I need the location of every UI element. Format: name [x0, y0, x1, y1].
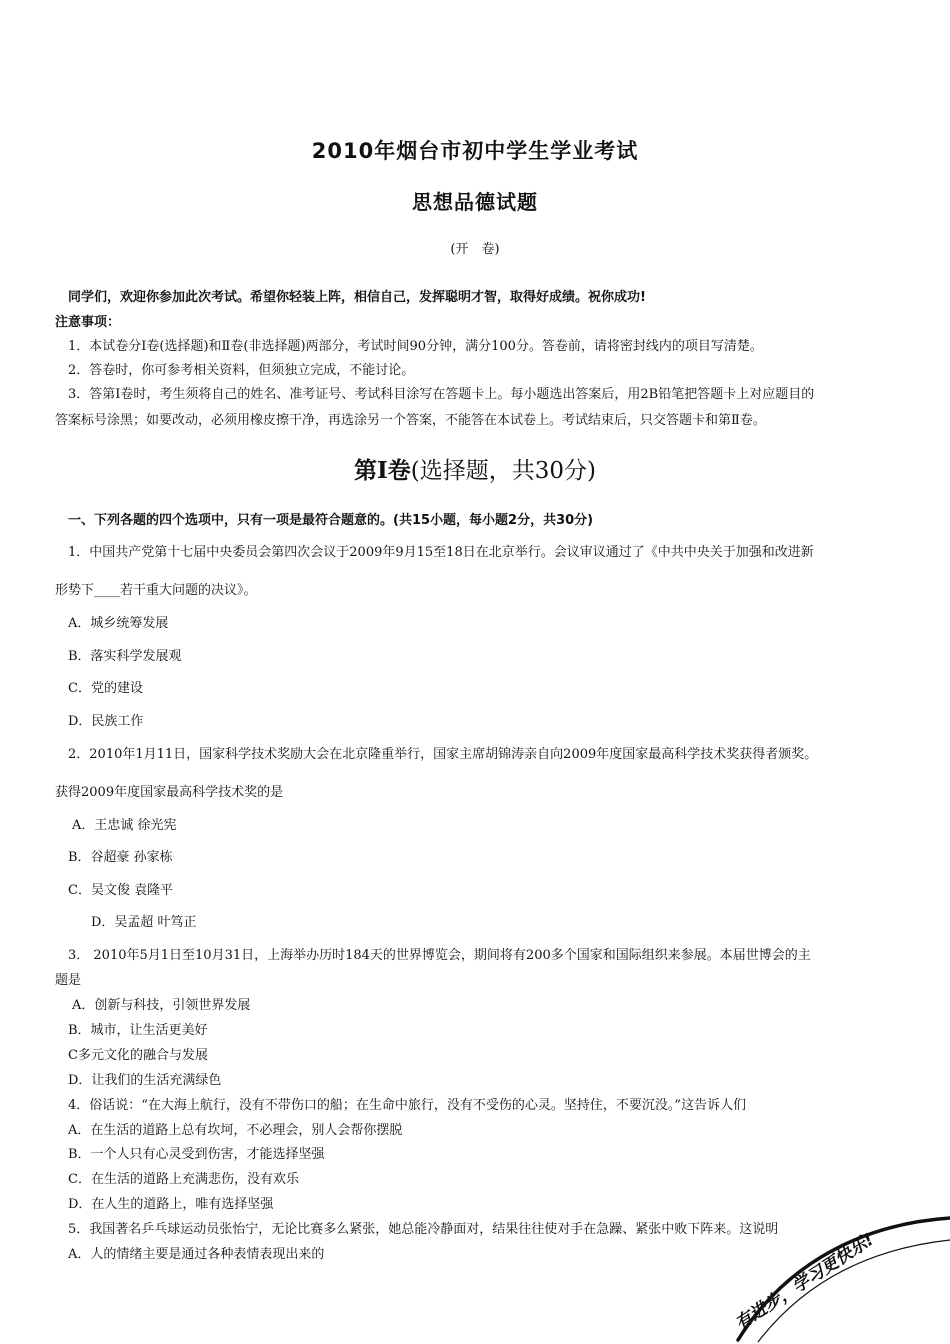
question-2: 2．2010年1月11日，国家科学技术奖励大会在北京隆重举行，国家主席胡锦涛亲自向2009年度国家最高科学技术奖获得者颁奖。 — [68, 747, 818, 762]
section-heading — [0, 452, 950, 485]
section-heading-rest: (选择题，共30分) — [410, 458, 596, 484]
greeting: 同学们，欢迎你参加此次考试。希望你轻装上阵，相信自己，发挥聪明才智，取得好成绩。祝你成功! — [68, 290, 646, 305]
slogan-curve — [738, 1218, 950, 1340]
part-one-instruction: 一、下列各题的四个选项中，只有一项是最符合题意的。(共15小题，每小题2分，共30分) — [68, 513, 594, 528]
question-2-option-b: B．谷超豪 孙家栋 — [68, 850, 173, 865]
question-5-option-a: A．人的情绪主要是通过各种表情表现出来的 — [68, 1247, 325, 1262]
section-heading-bold: 第Ⅰ卷 — [354, 457, 411, 484]
slogan-text: 有进步，学习更快乐! — [731, 1229, 878, 1335]
question-2-cont: 获得2009年度国家最高科学技术奖的是 — [55, 785, 284, 800]
question-1: 1．中国共产党第十七届中央委员会第四次会议于2009年9月15至18日在北京举行。会议审议通过了《中共中央关于加强和改进新 — [68, 545, 814, 560]
question-1-option-d: D．民族工作 — [68, 714, 144, 729]
question-5: 5．我国著名乒乓球运动员张怡宁，无论比赛多么紧张，她总能冷静面对，结果往往使对手在急躁、紧张中败下阵来。这说明 — [68, 1222, 779, 1237]
question-3-option-d: D．让我们的生活充满绿色 — [68, 1073, 222, 1088]
exam-title: 2010年烟台市初中学生学业考试 — [311, 139, 639, 163]
question-2-option-d: D．吴孟超 叶笃正 — [91, 915, 197, 930]
question-1-option-a: A．城乡统筹发展 — [68, 616, 169, 631]
notice-heading: 注意事项： — [55, 315, 121, 330]
question-3-option-a: A．创新与科技，引领世界发展 — [72, 998, 251, 1013]
question-1-cont: 形势下____若干重大问题的决议》。 — [55, 583, 257, 598]
question-1-option-c: C．党的建设 — [68, 681, 143, 696]
question-4-option-b: B．一个人只有心灵受到伤害，才能选择坚强 — [68, 1147, 325, 1162]
notice-item-3: 3．答第Ⅰ卷时，考生须将自己的姓名、准考证号、考试科目涂写在答题卡上。每小题选出答案后，用2B铅笔把答题卡上对应题目的 — [68, 387, 815, 402]
question-2-option-c: C．吴文俊 袁隆平 — [68, 883, 174, 898]
notice-item-2: 2．答卷时，你可参考相关资料，但须独立完成，不能讨论。 — [68, 363, 415, 378]
question-3-option-b: B．城市，让生活更美好 — [68, 1023, 208, 1038]
notice-item-3-cont: 答案标号涂黑；如要改动，必须用橡皮擦干净，再选涂另一个答案，不能答在本试卷上。考试结束后，只交答题卡和第Ⅱ卷。 — [55, 413, 766, 428]
question-4: 4．俗话说：“在大海上航行，没有不带伤口的船；在生命中旅行，没有不受伤的心灵。坚持住，不要沉没。”这告诉人们 — [68, 1098, 747, 1113]
slogan-decoration — [718, 1180, 950, 1344]
question-3-option-c: C多元文化的融合与发展 — [68, 1048, 208, 1063]
notice-item-1: 1．本试卷分Ⅰ卷(选择题)和Ⅱ卷(非选择题)两部分，考试时间90分钟，满分100分。答卷前，请将密封线内的项目写清楚。 — [68, 339, 763, 354]
exam-subject: 思想品德试题 — [412, 190, 538, 214]
question-4-option-a: A．在生活的道路上总有坎坷，不必理会，别人会帮你摆脱 — [68, 1123, 403, 1138]
question-4-option-c: C．在生活的道路上充满悲伤，没有欢乐 — [68, 1172, 299, 1187]
question-4-option-d: D．在人生的道路上，唯有选择坚强 — [68, 1197, 274, 1212]
question-3: 3． 2010年5月1日至10月31日，上海举办历时184天的世界博览会，期间将有200多个国家和国际组织来参展。本届世博会的主 — [68, 948, 811, 963]
exam-mode: (开 卷) — [450, 242, 500, 257]
question-2-option-a: A．王忠诚 徐光宪 — [72, 818, 177, 833]
question-3-cont: 题是 — [55, 973, 82, 988]
question-1-option-b: B．落实科学发展观 — [68, 649, 182, 664]
